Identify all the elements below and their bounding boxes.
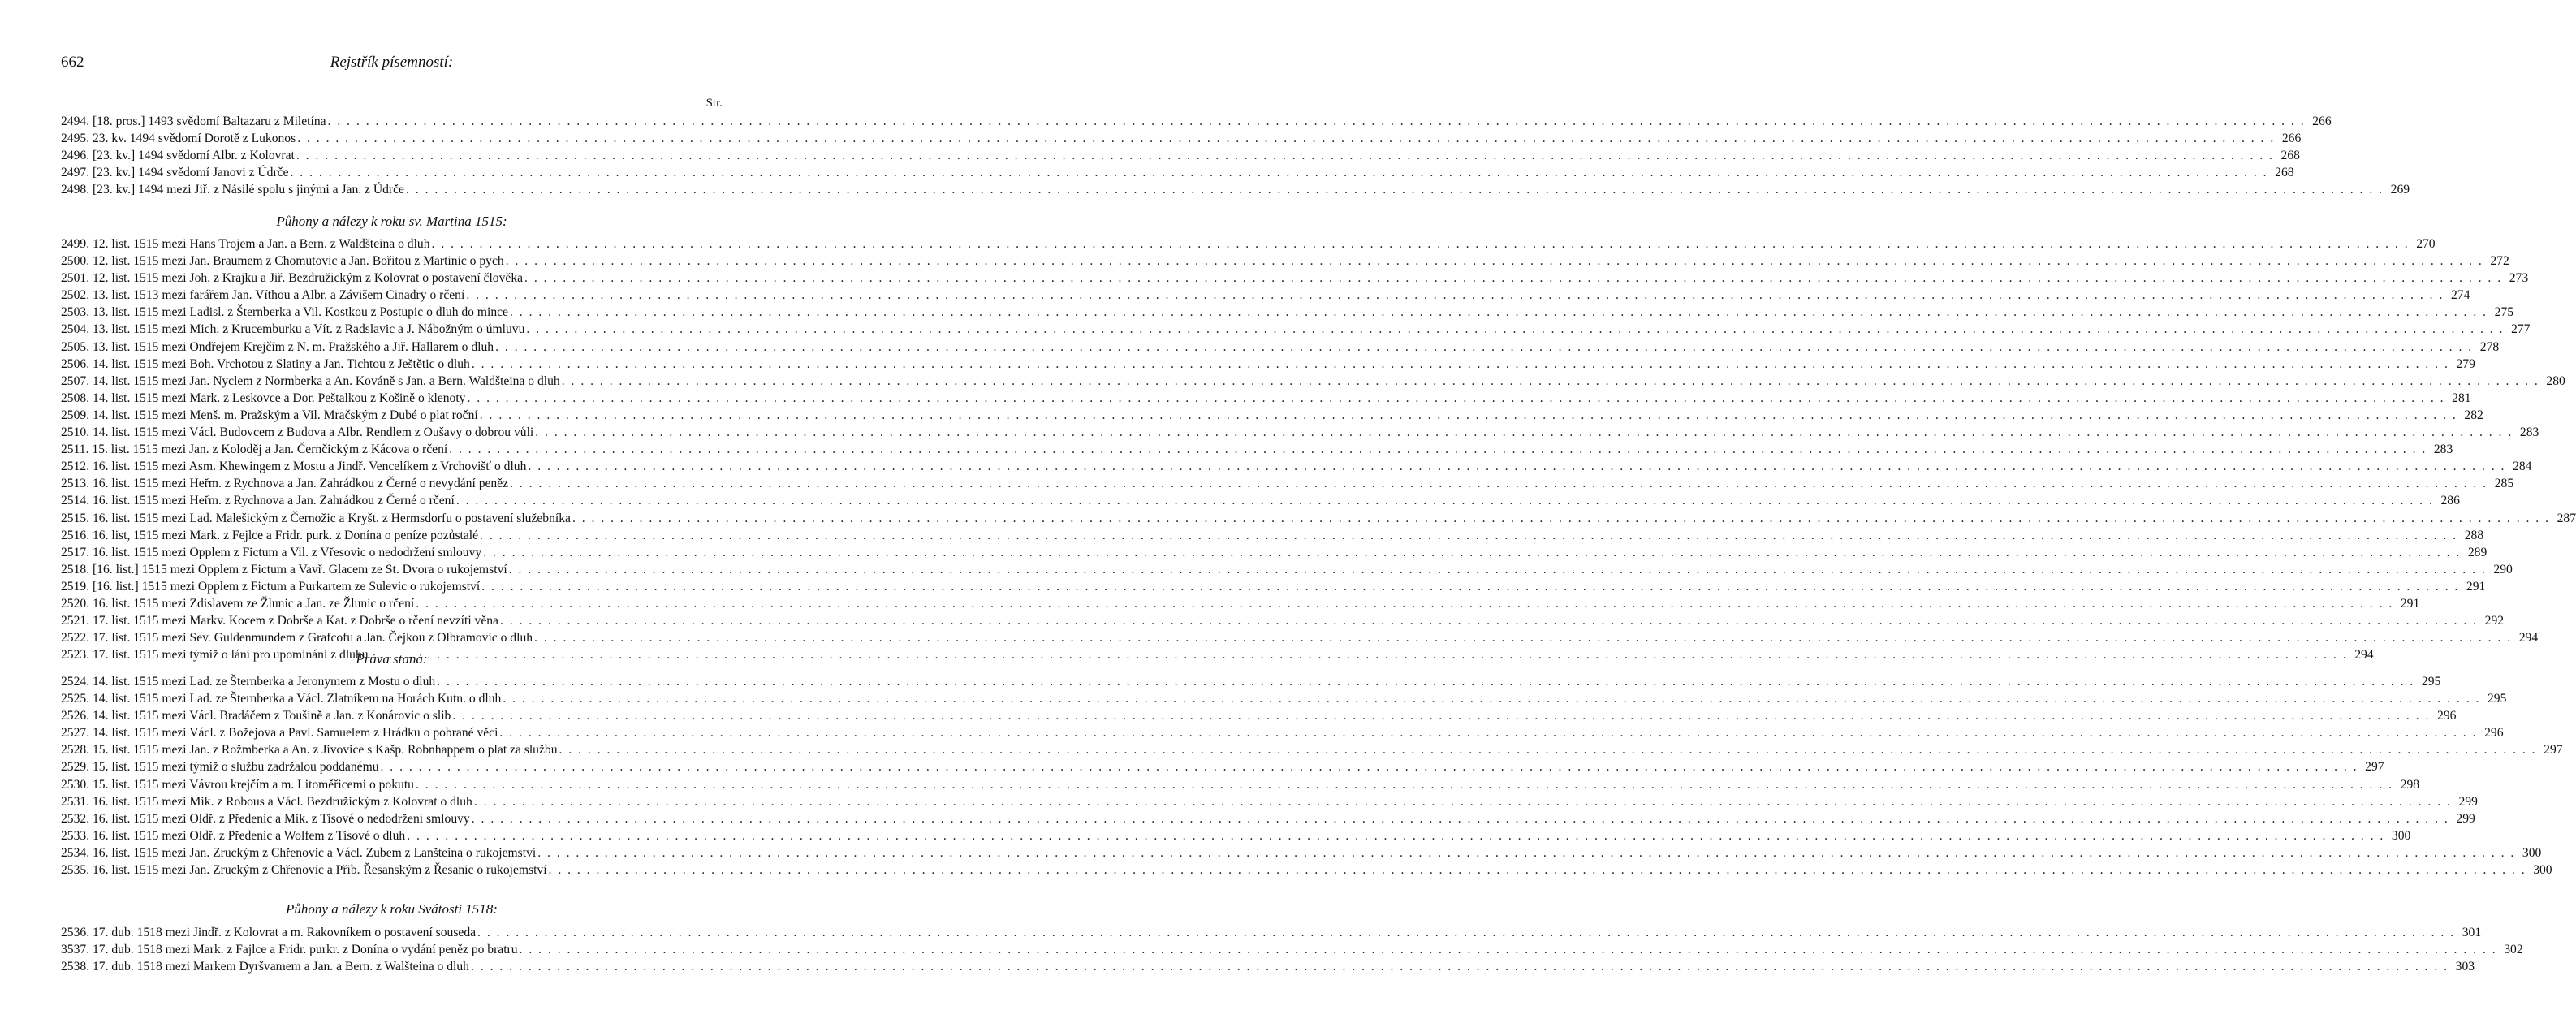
entry-page-number: 281: [2452, 391, 2471, 405]
index-entry: [61, 578, 2486, 595]
dot-leader: [481, 544, 2462, 561]
dot-leader: [494, 339, 2475, 356]
entry-page-number: 300: [2533, 863, 2552, 878]
entry-page-number: 277: [2511, 322, 2531, 337]
index-entry: [61, 424, 2539, 441]
entry-text: 2528. 15. list. 1515 mezi Jan. z Rožmberka a An. z Jivovice s Kašp. Robnhappem o plat za službu: [61, 743, 558, 758]
dot-leader: [470, 810, 2451, 827]
entry-page-number: 303: [2455, 960, 2475, 974]
dot-leader: [571, 510, 2552, 527]
dot-leader: [498, 724, 2479, 741]
index-entry: [61, 690, 2507, 707]
dot-leader: [465, 390, 2446, 407]
entry-text: 2527. 14. list. 1515 mezi Václ. z Božejova a Pavl. Samuelem z Hrádku o pobrané věci: [61, 726, 498, 741]
index-entry: [61, 941, 2523, 958]
dot-leader: [470, 356, 2451, 373]
index-entry: [61, 164, 2294, 181]
index-entry: [61, 758, 2384, 775]
entry-page-number: 300: [2522, 845, 2542, 860]
index-entry: [61, 793, 2478, 810]
page-number: 662: [61, 54, 84, 71]
index-entry: [61, 707, 2457, 724]
entry-text: 2512. 16. list. 1515 mezi Asm. Khewingem z Mostu a Jindř. Vencelíkem z Vrchovišť o dluh: [61, 460, 527, 474]
entry-text: 2506. 14. list. 1515 mezi Boh. Vrchotou z Slatiny a Jan. Tichtou z Ještětic o dluh: [61, 356, 470, 371]
dot-leader: [447, 441, 2428, 458]
dot-leader: [404, 181, 2385, 198]
entry-text: 2538. 17. dub. 1518 mezi Markem Dyršvamem a Jan. a Bern. z Walšteina o dluh: [61, 960, 469, 974]
index-entry: [61, 304, 2514, 321]
entry-text: 2511. 15. list. 1515 mezi Jan. z Koloděj a Jan. Černčickým z Kácova o rčení: [61, 443, 448, 457]
entry-text: 2534. 16. list. 1515 mezi Jan. Zruckým z Chřenovic a Václ. Zubem z Lanšteina o rukojemství: [61, 845, 537, 860]
entry-page-number: 294: [2354, 648, 2374, 663]
section-heading-prava-stana: Práva staná:: [356, 651, 428, 667]
entry-text: 2530. 15. list. 1515 mezi Vávrou krejčím a m. Litoměřicemi o pokutu: [61, 777, 414, 792]
entry-page-number: 283: [2433, 443, 2453, 457]
entry-text: 2522. 17. list. 1515 mezi Sev. Guldenmundem z Grafcofu a Jan. Čejkou z Olbramovic o dluh: [61, 631, 533, 646]
index-entry: [61, 130, 2302, 147]
entry-page-number: 296: [2484, 726, 2504, 741]
index-entry: [61, 390, 2471, 407]
dot-leader: [478, 527, 2459, 544]
entry-page-number: 273: [2509, 271, 2529, 286]
dot-leader: [508, 304, 2489, 321]
index-entry: [61, 629, 2539, 646]
dot-leader: [435, 673, 2416, 690]
entry-text: 2503. 13. list. 1515 mezi Ladisl. z Šternberka a Vil. Kostkou z Postupic o dluh do mince: [61, 305, 508, 320]
index-entry: [61, 475, 2514, 492]
entry-text: 2526. 14. list. 1515 mezi Václ. Bradáčem z Toušině a Jan. z Konárovic o slib: [61, 709, 451, 723]
index-entry: [61, 253, 2509, 270]
entry-text: 2514. 16. list. 1515 mezi Heřm. z Rychnova a Jan. Zahrádkou z Černé o rčení: [61, 494, 455, 508]
entry-page-number: 286: [2440, 494, 2460, 508]
entry-text: 2508. 14. list. 1515 mezi Mark. z Leskovce a Dor. Peštalkou z Košině o klenoty: [61, 391, 466, 405]
index-entry: [61, 741, 2563, 758]
index-entry: [61, 561, 2513, 578]
page-column-label: Str.: [705, 97, 723, 110]
entry-page-number: 297: [2544, 743, 2563, 758]
entry-page-number: 291: [2466, 579, 2486, 594]
index-entry: [61, 181, 2410, 198]
entry-page-number: 268: [2275, 166, 2294, 180]
dot-leader: [536, 844, 2517, 861]
entry-text: 2525. 14. list. 1515 mezi Lad. ze Šternberka a Václ. Zlatníkem na Horách Kutn. o dluh: [61, 692, 502, 706]
entry-page-number: 278: [2479, 339, 2500, 354]
index-entry: [61, 924, 2482, 941]
entry-page-number: 275: [2494, 305, 2514, 320]
entry-text: 2510. 14. list. 1515 mezi Václ. Budovcem z Budova a Albr. Rendlem z Oušavy o dobrou vůli: [61, 425, 534, 440]
dot-leader: [558, 741, 2539, 758]
entry-text: 2498. [23. kv.] 1494 mezi Jiř. z Násilé spolu s jinými a Jan. z Údrče: [61, 183, 404, 197]
entry-page-number: 266: [2312, 114, 2332, 128]
entry-list-3: [61, 673, 2563, 879]
dot-leader: [508, 475, 2489, 492]
entry-text: 2507. 14. list. 1515 mezi Jan. Nyclem z Normberka a An. Kováně s Jan. a Bern. Waldšteina o dluh: [61, 373, 560, 388]
dot-leader: [295, 147, 2276, 164]
index-entry: [61, 958, 2475, 975]
dot-leader: [414, 776, 2395, 793]
index-entry: [61, 270, 2529, 287]
entry-text: 2529. 15. list. 1515 mezi týmiž o službu zadržalou poddanému: [61, 760, 379, 775]
index-entry: [61, 844, 2542, 861]
dot-leader: [526, 458, 2507, 475]
dot-leader: [560, 373, 2541, 390]
entry-text: 2505. 13. list. 1515 mezi Ondřejem Krejčím z N. m. Pražského a Jiř. Hallarem o dluh: [61, 339, 494, 354]
entry-page-number: 270: [2416, 237, 2436, 251]
entry-text: 2494. [18. pros.] 1493 svědomí Baltazaru z Miletína: [61, 114, 326, 128]
entry-list-2: [61, 235, 2576, 663]
index-entry: [61, 861, 2552, 879]
section-heading-svatost-1518: Půhony a nálezy k roku Svátosti 1518:: [286, 901, 498, 917]
index-entry: [61, 527, 2484, 544]
index-entry: [61, 441, 2453, 458]
entry-text: 3537. 17. dub. 1518 mezi Mark. z Fajlce a Fridr. purkr. z Donína o vydání peněz po bratru: [61, 943, 518, 957]
dot-leader: [476, 924, 2457, 941]
dot-leader: [451, 707, 2431, 724]
index-entry: [61, 287, 2470, 304]
entry-page-number: 302: [2504, 943, 2523, 957]
index-entry: [61, 113, 2332, 130]
entry-text: 2497. [23. kv.] 1494 svědomí Janovi z Údrče: [61, 166, 289, 180]
index-entry: [61, 544, 2488, 561]
entry-page-number: 282: [2464, 408, 2483, 422]
index-entry: [61, 724, 2504, 741]
page-header: [61, 54, 723, 78]
entry-page-number: 269: [2390, 183, 2410, 197]
dot-leader: [379, 758, 2360, 775]
entry-page-number: 296: [2437, 709, 2457, 723]
dot-leader: [523, 270, 2504, 287]
entry-list-4: [61, 924, 2523, 975]
entry-page-number: 297: [2365, 760, 2384, 775]
entry-text: 2501. 12. list. 1515 mezi Joh. z Krajku a Jiř. Bezdružickým z Kolovrat o postavení člověka: [61, 271, 524, 286]
entry-text: 2533. 16. list. 1515 mezi Oldř. z Předenic a Wolfem z Tisové o dluh: [61, 828, 406, 843]
entry-text: 2504. 13. list. 1515 mezi Mich. z Krucemburku a Vít. z Radslavic a J. Nábožným o úmluvu: [61, 322, 525, 337]
index-entry: [61, 339, 2500, 356]
entry-page-number: 287: [2557, 511, 2576, 525]
dot-leader: [498, 612, 2479, 629]
index-entry: [61, 458, 2532, 475]
entry-page-number: 301: [2462, 926, 2482, 939]
dot-leader: [430, 235, 2411, 253]
entry-page-number: 295: [2421, 675, 2441, 689]
entry-text: 2521. 17. list. 1515 mezi Markv. Kocem z Dobrše a Kat. z Dobrše o rčení nevzíti věna: [61, 614, 498, 628]
dot-leader: [518, 941, 2499, 958]
dot-leader: [296, 130, 2276, 147]
index-entry: [61, 776, 2420, 793]
entry-text: 2532. 16. list. 1515 mezi Oldř. z Předenic a Mik. z Tisové o nedodržení smlouvy: [61, 811, 470, 826]
entry-text: 2500. 12. list. 1515 mezi Jan. Braumem z Chomutovic a Jan. Bořitou z Martinic o pych: [61, 254, 504, 269]
dot-leader: [289, 164, 2270, 181]
entry-text: 2524. 14. list. 1515 mezi Lad. ze Šternberka a Jeronymem z Mostu o dluh: [61, 675, 436, 689]
entry-page-number: 289: [2467, 545, 2488, 559]
index-entry: [61, 510, 2576, 527]
entry-page-number: 288: [2464, 528, 2484, 542]
entry-page-number: 290: [2493, 562, 2513, 576]
entry-text: 2515. 16. list. 1515 mezi Lad. Malešickým z Černožic a Kryšt. z Hermsdorfu o postavení služebníka: [61, 511, 571, 525]
entry-text: 2519. [16. list.] 1515 mezi Opplem z Fictum a Purkartem ze Sulevic o rukojemství: [61, 579, 481, 594]
dot-leader: [478, 407, 2459, 424]
entry-text: 2513. 16. list. 1515 mezi Heřm. z Rychnova a Jan. Zahrádkou z Černé o nevydání peněz: [61, 477, 509, 491]
dot-leader: [472, 793, 2453, 810]
index-entry: [61, 235, 2436, 253]
entry-text: 2509. 14. list. 1515 mezi Menš. m. Pražským a Vil. Mračským z Dubé o plat roční: [61, 408, 478, 422]
index-entry: [61, 356, 2475, 373]
index-entry: [61, 373, 2565, 390]
entry-page-number: 279: [2456, 356, 2475, 371]
dot-leader: [405, 827, 2386, 844]
entry-page-number: 295: [2488, 692, 2507, 706]
dot-leader: [464, 287, 2445, 304]
entry-page-number: 272: [2490, 254, 2509, 269]
entry-page-number: 292: [2484, 614, 2505, 628]
entry-text: 2531. 16. list. 1515 mezi Mik. z Robous a Václ. Bezdružickým z Kolovrat o dluh: [61, 794, 472, 809]
entry-page-number: 299: [2456, 811, 2475, 826]
dot-leader: [455, 492, 2436, 509]
entry-text: 2535. 16. list. 1515 mezi Jan. Zruckým z Chřenovic a Přib. Řesanským z Řesanic o rukojemství: [61, 863, 547, 878]
entry-text: 2520. 16. list. 1515 mezi Zdislavem ze Žlunic a Jan. ze Žlunic o rčení: [61, 596, 415, 611]
entry-text: 2499. 12. list. 1515 mezi Hans Trojem a Jan. a Bern. z Waldšteina o dluh: [61, 237, 430, 251]
entry-page-number: 284: [2513, 460, 2532, 474]
index-entry: [61, 612, 2505, 629]
entry-text: 2517. 16. list. 1515 mezi Opplem z Fictum a Vil. z Vřesovic o nedodržení smlouvy: [61, 545, 482, 559]
entry-page-number: 268: [2280, 149, 2300, 163]
entry-text: 2536. 17. dub. 1518 mezi Jindř. z Kolovrat a m. Rakovníkem o postavení souseda: [61, 926, 477, 939]
entry-page-number: 298: [2400, 777, 2420, 792]
index-entry: [61, 810, 2475, 827]
entry-page-number: 274: [2450, 288, 2470, 303]
dot-leader: [533, 629, 2513, 646]
entry-page-number: 266: [2281, 132, 2302, 146]
section-heading-martin-1515: Půhony a nálezy k roku sv. Martina 1515:: [276, 214, 507, 229]
entry-text: 2516. 16. list, 1515 mezi Mark. z Fejlce a Fridr. purk. z Donína o peníze pozůstalé: [61, 528, 479, 542]
dot-leader: [501, 690, 2482, 707]
entry-text: 2523. 17. list. 1515 mezi týmiž o lání pro upomínání z dluhu: [61, 648, 369, 663]
index-entry: [61, 407, 2483, 424]
entry-list-1: [61, 113, 2410, 198]
dot-leader: [507, 561, 2488, 578]
dot-leader: [533, 424, 2514, 441]
dot-leader: [414, 595, 2395, 612]
dot-leader: [326, 113, 2307, 130]
dot-leader: [524, 321, 2505, 338]
index-entry: [61, 827, 2411, 844]
index-entry: [61, 147, 2300, 164]
entry-page-number: 300: [2391, 828, 2411, 843]
entry-page-number: 285: [2494, 477, 2514, 491]
entry-page-number: 294: [2518, 631, 2539, 646]
running-title: Rejstřík písemností:: [330, 54, 454, 71]
entry-page-number: 283: [2519, 425, 2539, 440]
entry-page-number: 299: [2458, 794, 2478, 809]
dot-leader: [504, 253, 2485, 270]
index-entry: [61, 673, 2441, 690]
index-entry: [61, 595, 2420, 612]
index-entry: [61, 492, 2460, 509]
entry-text: 2496. [23. kv.] 1494 svědomí Albr. z Kolovrat: [61, 149, 295, 163]
index-entry: [61, 321, 2531, 338]
entry-text: 2495. 23. kv. 1494 svědomí Dorotě z Lukonos: [61, 132, 296, 146]
dot-leader: [469, 958, 2450, 975]
dot-leader: [547, 861, 2528, 879]
entry-page-number: 291: [2400, 596, 2420, 611]
dot-leader: [480, 578, 2461, 595]
entry-text: 2502. 13. list. 1513 mezi farářem Jan. Víthou a Albr. a Závišem Cinadry o rčení: [61, 288, 465, 303]
entry-page-number: 280: [2546, 373, 2565, 388]
entry-text: 2518. [16. list.] 1515 mezi Opplem z Fictum a Vavř. Glacem ze St. Dvora o rukojemství: [61, 562, 507, 576]
